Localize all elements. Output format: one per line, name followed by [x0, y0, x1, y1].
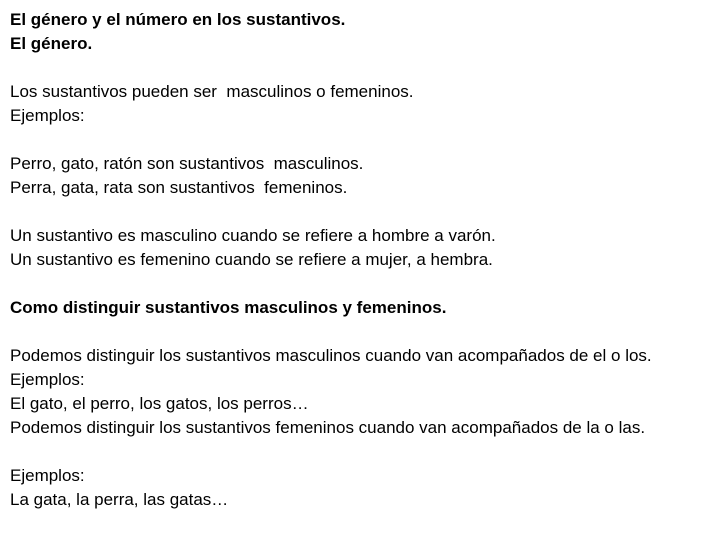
- document-body: [10, 8, 710, 512]
- rule-masculine: Un sustantivo es masculino cuando se refiere a hombre a varón.: [10, 226, 496, 245]
- spacer: [10, 320, 710, 344]
- rule-feminine: Un sustantivo es femenino cuando se refiere a mujer, a hembra.: [10, 250, 493, 269]
- spacer: [10, 440, 710, 464]
- distinguish-feminine: Podemos distinguir los sustantivos femeninos cuando van acompañados de la o las.: [10, 418, 646, 437]
- spacer: [10, 200, 710, 224]
- example-masculine: Perro, gato, ratón son sustantivos masculinos.: [10, 154, 364, 173]
- page-subtitle: El género.: [10, 34, 93, 53]
- spacer: [10, 272, 710, 296]
- section-heading: Como distinguir sustantivos masculinos y femeninos.: [10, 298, 447, 317]
- distinguish-masculine: Podemos distinguir los sustantivos masculinos cuando van acompañados de el o los.: [10, 346, 652, 365]
- examples-label: Ejemplos:: [10, 466, 85, 485]
- intro-text: Los sustantivos pueden ser masculinos o femeninos.: [10, 82, 414, 101]
- examples-label: Ejemplos:: [10, 106, 85, 125]
- spacer: [10, 56, 710, 80]
- spacer: [10, 128, 710, 152]
- example-feminine: Perra, gata, rata son sustantivos femeninos.: [10, 178, 348, 197]
- masculine-article-examples: El gato, el perro, los gatos, los perros…: [10, 394, 309, 413]
- feminine-article-examples: La gata, la perra, las gatas…: [10, 490, 229, 509]
- page-title: El género y el número en los sustantivos.: [10, 10, 346, 29]
- examples-label: Ejemplos:: [10, 370, 85, 389]
